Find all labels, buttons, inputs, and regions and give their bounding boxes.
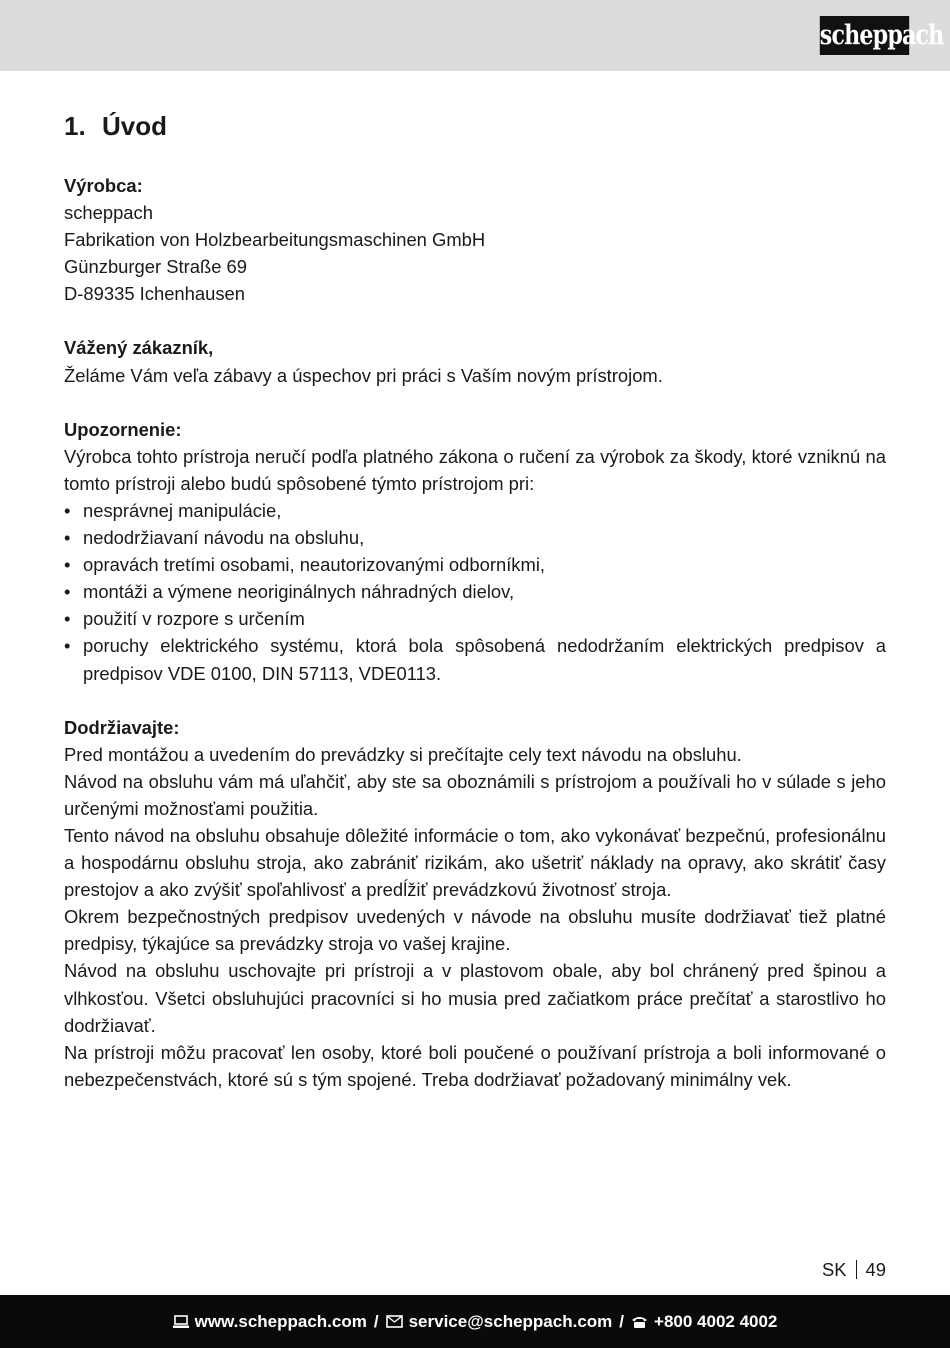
list-item: • opravách tretími osobami, neautorizovanými odborníkmi,: [64, 551, 886, 578]
greeting-label: Vážený zákazník,: [64, 337, 214, 359]
manufacturer-line: scheppach: [64, 202, 153, 224]
website-link[interactable]: www.scheppach.com: [194, 1311, 367, 1331]
list-item: • montáži a výmene neoriginálnych náhradných dielov,: [64, 578, 886, 605]
scheppach-logo: scheppach: [820, 16, 909, 55]
greeting-text: Želáme Vám veľa zábavy a úspechov pri práci s Vaším novým prístrojom.: [64, 364, 663, 386]
notice-list: [64, 497, 886, 687]
notice-block: [64, 416, 886, 687]
list-item: • nedodržiavaní návodu na obsluhu,: [64, 524, 886, 551]
observe-label: Dodržiavajte:: [64, 716, 180, 738]
manufacturer-line: D-89335 Ichenhausen: [64, 283, 245, 305]
section-heading: [64, 108, 886, 144]
footer-separator: /: [619, 1311, 625, 1331]
list-item: • použití v rozpore s určením: [64, 605, 886, 632]
manufacturer-line: Günzburger Straße 69: [64, 256, 247, 278]
footer-separator: /: [373, 1311, 379, 1331]
footer-email: [386, 1312, 613, 1332]
footer-phone: [631, 1312, 777, 1332]
list-item: • poruchy elektrického systému, ktorá bola spôsobená nedodržaním elektrických predpisov a predpisov VDE 0100, DIN 57113, VDE0113.: [64, 632, 886, 686]
computer-icon: [173, 1315, 189, 1329]
observe-paragraph: Na prístroji môžu pracovať len osoby, ktoré boli poučené o používaní prístroja a boli informované o nebezpečenstvách, ktoré sú s tým spojené. Treba dodržiavať požadovaný minimálny vek.: [64, 1041, 886, 1090]
manufacturer-label: Výrobca:: [64, 175, 143, 196]
phone-link[interactable]: +800 4002 4002: [654, 1311, 778, 1331]
telephone-icon: [631, 1315, 648, 1329]
observe-paragraph: Návod na obsluhu vám má uľahčiť, aby ste sa oboznámili s prístrojom a používali ho v súlade s jeho určenými možnosťami použitia.: [64, 770, 886, 819]
notice-label: Upozornenie:: [64, 418, 182, 440]
section-number: 1.: [64, 111, 86, 141]
footer-website: [173, 1312, 367, 1332]
list-item: • nesprávnej manipulácie,: [64, 497, 886, 524]
page-separator: [856, 1260, 857, 1279]
observe-paragraph: Tento návod na obsluhu obsahuje dôležité informácie o tom, ako vykonávať bezpečnú, profesionálnu a hospodárnu obsluhu stroja, ako zabrániť rizikám, ako ušetriť náklady na opravy, ako skrátiť časy prestojov a ako zvýšiť spoľahlivosť a predĺžiť prevádzkovú životnosť stroja.: [64, 824, 886, 901]
observe-paragraph: Návod na obsluhu uschovajte pri prístroji a v plastovom obale, aby bol chránený pred špinou a vlhkosťou. Všetci obsluhujúci pracovníci si ho musia pred začiatkom práce prečítať a starostlivo ho dodržiavať.: [64, 960, 886, 1036]
observe-paragraph: Okrem bezpečnostných predpisov uvedených v návode na obsluhu musíte dodržiavať tiež platné predpisy, týkajúce sa prevádzky stroja vo vašej krajine.: [64, 906, 886, 955]
manufacturer-block: [64, 172, 886, 307]
observe-paragraph: Pred montážou a uvedením do prevádzky si prečítajte cely text návodu na obsluhu.: [64, 743, 742, 765]
page-number: [822, 1256, 886, 1283]
footer-bar: [0, 1295, 950, 1348]
observe-block: [64, 714, 886, 1093]
email-link[interactable]: service@scheppach.com: [408, 1311, 613, 1331]
page-number-value: 49: [865, 1259, 886, 1280]
header-band: [0, 0, 950, 71]
greeting-block: [64, 334, 886, 388]
manufacturer-line: Fabrikation von Holzbearbeitungsmaschinen GmbH: [64, 229, 486, 251]
notice-intro: Výrobca tohto prístroja neručí podľa platného zákona o ručení za výrobok za škody, ktoré vzniknú na tomto prístroji alebo budú spôsobené týmto prístrojom pri:: [64, 445, 886, 494]
page-content: [64, 108, 886, 1120]
section-title: Úvod: [102, 111, 167, 141]
envelope-icon: [386, 1315, 403, 1328]
language-code: SK: [821, 1259, 847, 1280]
